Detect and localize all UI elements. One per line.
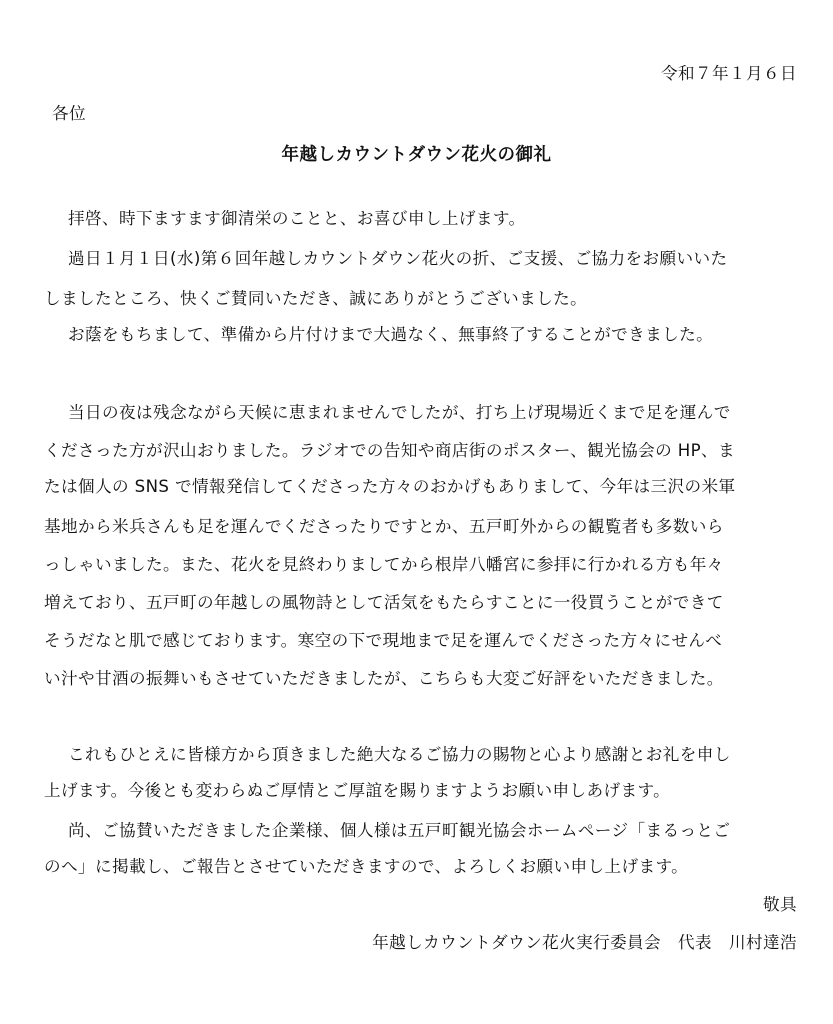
letter-title: 年越しカウントダウン花火の御礼 <box>281 145 552 165</box>
paragraph-line: のへ」に掲載し、ご報告とさせていただきますので、よろしくお願い申し上げます。 <box>44 857 689 876</box>
paragraph-line: っしゃいました。また、花火を見終わりましてから根岸八幡宮に参拝に行かれる方も年々 <box>44 555 724 574</box>
paragraph-line: 当日の夜は残念ながら天候に恵まれませんでしたが、打ち上げ現場近くまで足を運んで <box>68 403 731 422</box>
paragraph-line: これもひとえに皆様方から頂きました絶大なるご協力の賜物と心より感謝とお礼を申し <box>68 745 731 764</box>
paragraph-line: お蔭をもちまして、準備から片付けまで大過なく、無事終了することができました。 <box>68 325 714 344</box>
paragraph-line: 尚、ご協賛いただきました企業様、個人様は五戸町観光協会ホームページ「まるっとご <box>68 821 731 840</box>
signature: 年越しカウントダウン花火実行委員会 代表 川村達浩 <box>372 933 797 952</box>
paragraph-line: そうだなと肌で感じております。寒空の下で現地まで足を運んでくださった方々にせんべ <box>44 631 723 650</box>
letter-date: 令和７年１月６日 <box>661 64 797 83</box>
paragraph-line: 上げます。今後とも変わらぬご厚情とご厚誼を賜りますようお願い申しあげます。 <box>44 781 671 800</box>
paragraph-line: 基地から米兵さんも足を運んでくださったりですとか、五戸町外からの観覧者も多数いら <box>44 517 724 536</box>
paragraph-line: 拝啓、時下ますます御清栄のことと、お喜び申し上げます。 <box>68 209 526 228</box>
paragraph-line: しましたところ、快くご賛同いただき、誠にありがとうございました。 <box>44 289 588 308</box>
paragraph-line: たは個人の SNS で情報発信してくださった方々のおかげもありまして、今年は三沢の米軍 <box>44 477 736 496</box>
addressee: 各位 <box>52 104 86 123</box>
paragraph-line: くださった方が沢山おりました。ラジオでの告知や商店街のポスター、観光協会の HP、ま <box>44 441 736 460</box>
closing-word: 敬具 <box>763 895 797 914</box>
paragraph-line: 増えており、五戸町の年越しの風物詩として活気をもたらすことに一役買うことができて <box>44 593 724 612</box>
paragraph-line: 過日１月１日(水)第６回年越しカウントダウン花火の折、ご支援、ご協力をお願いいた <box>68 249 728 268</box>
paragraph-line: い汁や甘酒の振舞いもさせていただきましたが、こちらも大変ご好評をいただきました。 <box>44 669 724 688</box>
